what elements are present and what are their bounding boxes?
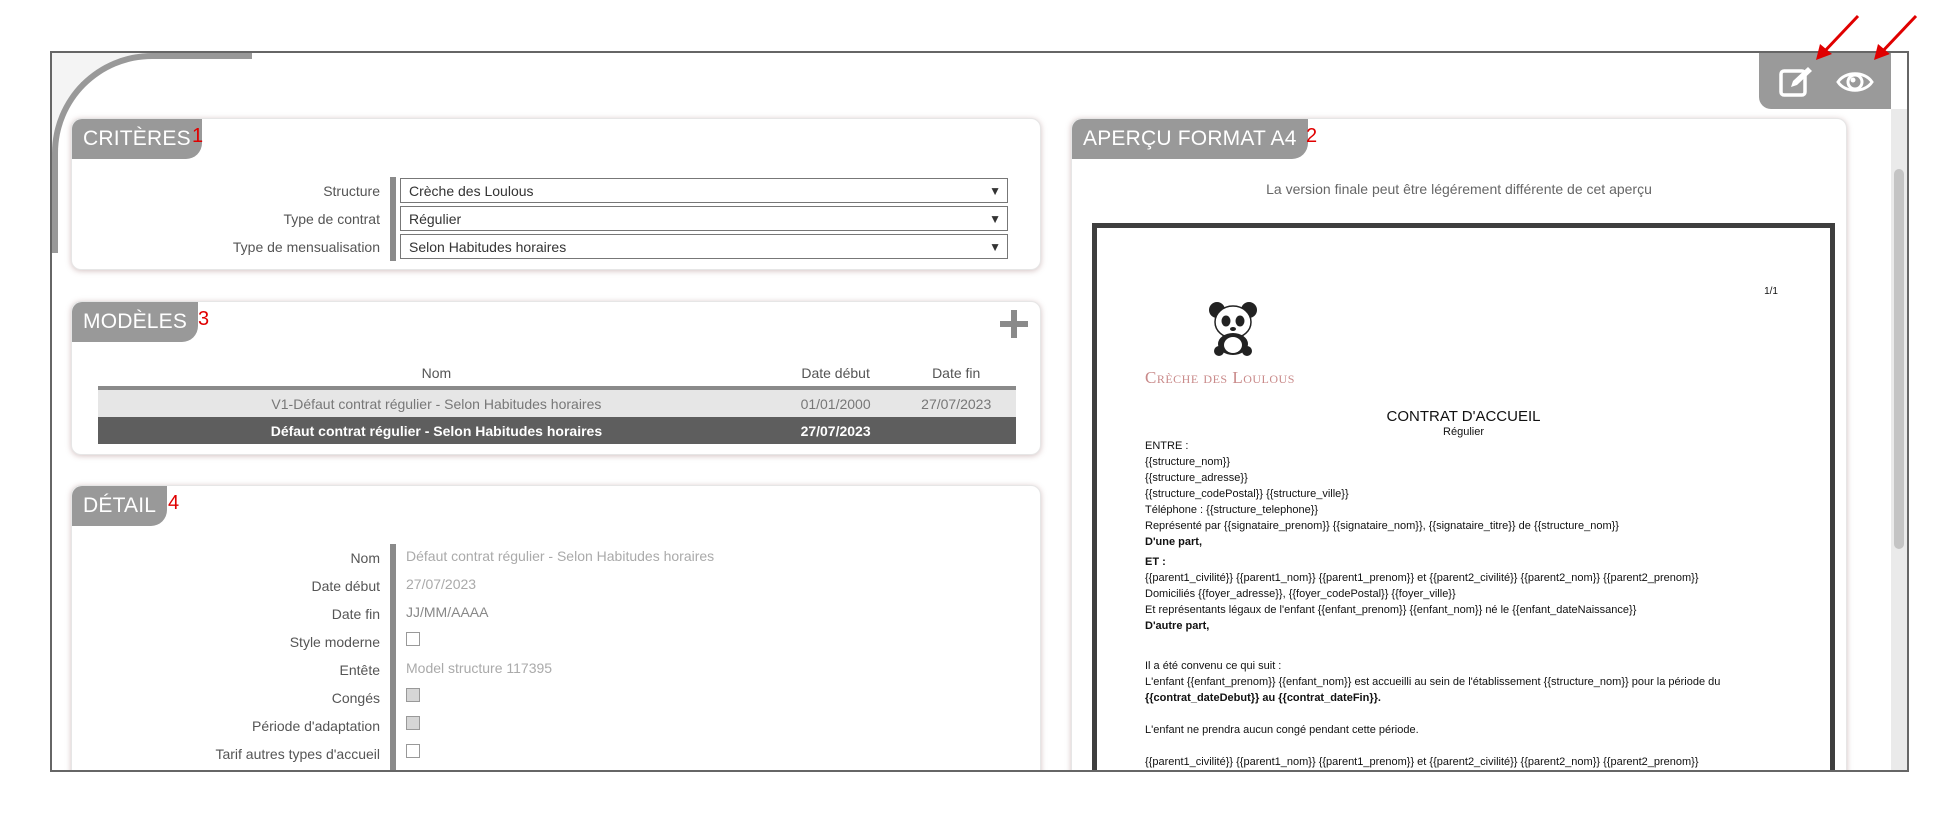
apercu-number: 2 (1306, 125, 1318, 147)
style-moderne-checkbox[interactable] (406, 632, 420, 646)
modeles-title: MODÈLES (72, 302, 198, 342)
column-header-date-fin: Date fin (896, 360, 1016, 388)
detail-number: 4 (168, 492, 180, 514)
column-header-nom: Nom (98, 360, 775, 388)
chevron-down-icon: ▼ (989, 240, 1001, 254)
mensualisation-label: Type de mensualisation (232, 239, 380, 255)
detail-panel (71, 485, 1041, 772)
contrat-type-row (72, 207, 1040, 231)
page-number: 1/1 (1764, 286, 1778, 297)
doc-line: D'autre part, (1145, 620, 1210, 632)
doc-line: Il a été convenu ce qui suit : (1145, 660, 1282, 672)
detail-nom-field[interactable]: Défaut contrat régulier - Selon Habitudes horaires (406, 548, 715, 564)
modeles-table (98, 360, 1016, 444)
contrat-type-value: Régulier (409, 211, 462, 227)
scrollbar-thumb[interactable] (1894, 169, 1904, 549)
table-header (98, 360, 1016, 388)
table-row-selected[interactable] (98, 417, 1016, 444)
mensualisation-row (72, 235, 1040, 259)
contrat-type-label: Type de contrat (283, 211, 380, 227)
doc-line: {{structure_codePostal}} {{structure_ville}} (1145, 488, 1349, 500)
detail-divider (390, 544, 396, 772)
chevron-down-icon: ▼ (989, 212, 1001, 226)
conges-label: Congés (331, 690, 380, 706)
row-nom: Défaut contrat régulier - Selon Habitudes horaires (98, 417, 775, 444)
doc-line: Téléphone : {{structure_telephone}} (1145, 504, 1319, 516)
row-date-debut: 27/07/2023 (775, 417, 897, 444)
row-date-debut: 01/01/2000 (775, 388, 897, 417)
doc-line: Représenté par {{signataire_prenom}} {{signataire_nom}}, {{signataire_titre}} de {{structure_nom}} (1145, 520, 1619, 532)
detail-date-fin-field[interactable]: JJ/MM/AAAA (406, 604, 489, 620)
mensualisation-value: Selon Habitudes horaires (409, 239, 567, 255)
criteres-panel (71, 118, 1041, 270)
adaptation-label: Période d'adaptation (252, 718, 380, 734)
annotation-arrow (1812, 12, 1862, 64)
structure-label: Structure (323, 183, 380, 199)
tarif-autres-checkbox[interactable] (406, 744, 420, 758)
eye-icon[interactable] (1835, 63, 1875, 101)
row-nom: V1-Défaut contrat régulier - Selon Habitudes horaires (98, 388, 775, 417)
doc-line: D'une part, (1145, 536, 1203, 548)
doc-line: ENTRE : (1145, 440, 1189, 452)
table-row[interactable] (98, 388, 1016, 417)
modeles-panel (71, 301, 1041, 455)
doc-line: {{structure_adresse}} (1145, 472, 1248, 484)
vertical-scrollbar[interactable] (1891, 109, 1907, 772)
doc-line: Et représentants légaux de l'enfant {{enfant_prenom}} {{enfant_nom}} né le {{enfant_dateNaissance}} (1145, 604, 1637, 616)
structure-row (72, 179, 1040, 203)
doc-line: L'enfant ne prendra aucun congé pendant cette période. (1145, 724, 1419, 736)
adaptation-checkbox[interactable] (406, 716, 420, 730)
doc-subtitle: Régulier (1443, 426, 1484, 438)
tarif-autres-label: Tarif autres types d'accueil (215, 746, 380, 762)
entete-field[interactable]: Model structure 117395 (406, 660, 553, 676)
doc-line: {{parent1_civilité}} {{parent1_nom}} {{parent1_prenom}} et {{parent2_civilité}} {{parent2_nom}} {{parent2_prenom}} (1145, 572, 1699, 584)
entete-label: Entête (339, 662, 380, 678)
doc-line: {{contrat_dateDebut}} au {{contrat_dateFin}}. (1145, 692, 1381, 704)
doc-line: L'enfant {{enfant_prenom}} {{enfant_nom}} est accueilli au sein de l'établissement {{structure_nom}} pour la période du (1145, 676, 1721, 688)
logo-text: Crèche des Loulous (1145, 368, 1295, 387)
apercu-title: APERÇU FORMAT A4 (1072, 119, 1308, 159)
doc-line: {{structure_nom}} (1145, 456, 1231, 468)
doc-line: Domiciliés {{foyer_adresse}}, {{foyer_codePostal}} {{foyer_ville}} (1145, 588, 1456, 600)
structure-value: Crèche des Loulous (409, 183, 534, 199)
detail-title: DÉTAIL (72, 486, 167, 526)
plus-icon[interactable] (998, 308, 1030, 340)
modeles-number: 3 (198, 308, 210, 330)
structure-select[interactable] (400, 178, 1008, 203)
contrat-type-select[interactable] (400, 206, 1008, 231)
detail-date-debut-field[interactable]: 27/07/2023 (406, 576, 477, 592)
detail-date-debut-label: Date début (311, 578, 380, 594)
row-date-fin (896, 417, 1016, 444)
annotation-arrow (1870, 12, 1920, 64)
detail-nom-label: Nom (350, 550, 380, 566)
criteres-number: 1 (192, 125, 204, 147)
app-window (50, 51, 1909, 772)
style-moderne-label: Style moderne (289, 634, 380, 650)
mensualisation-select[interactable] (400, 234, 1008, 259)
doc-line: {{parent1_civilité}} {{parent1_nom}} {{parent1_prenom}} et {{parent2_civilité}} {{parent2_nom}} {{parent2_prenom}} (1145, 756, 1699, 768)
criteres-title: CRITÈRES (72, 119, 202, 159)
column-header-date-debut: Date début (775, 360, 897, 388)
conges-checkbox[interactable] (406, 688, 420, 702)
apercu-note: La version finale peut être légérement différente de cet aperçu (1266, 181, 1652, 197)
detail-date-fin-label: Date fin (331, 606, 380, 622)
doc-title: CONTRAT D'ACCUEIL (1386, 408, 1541, 425)
panda-logo (1205, 300, 1261, 356)
chevron-down-icon: ▼ (989, 184, 1001, 198)
apercu-panel (1071, 118, 1847, 772)
edit-icon[interactable] (1777, 63, 1817, 101)
row-date-fin: 27/07/2023 (896, 388, 1016, 417)
a4-preview (1092, 223, 1835, 772)
doc-line: ET : (1145, 556, 1166, 568)
